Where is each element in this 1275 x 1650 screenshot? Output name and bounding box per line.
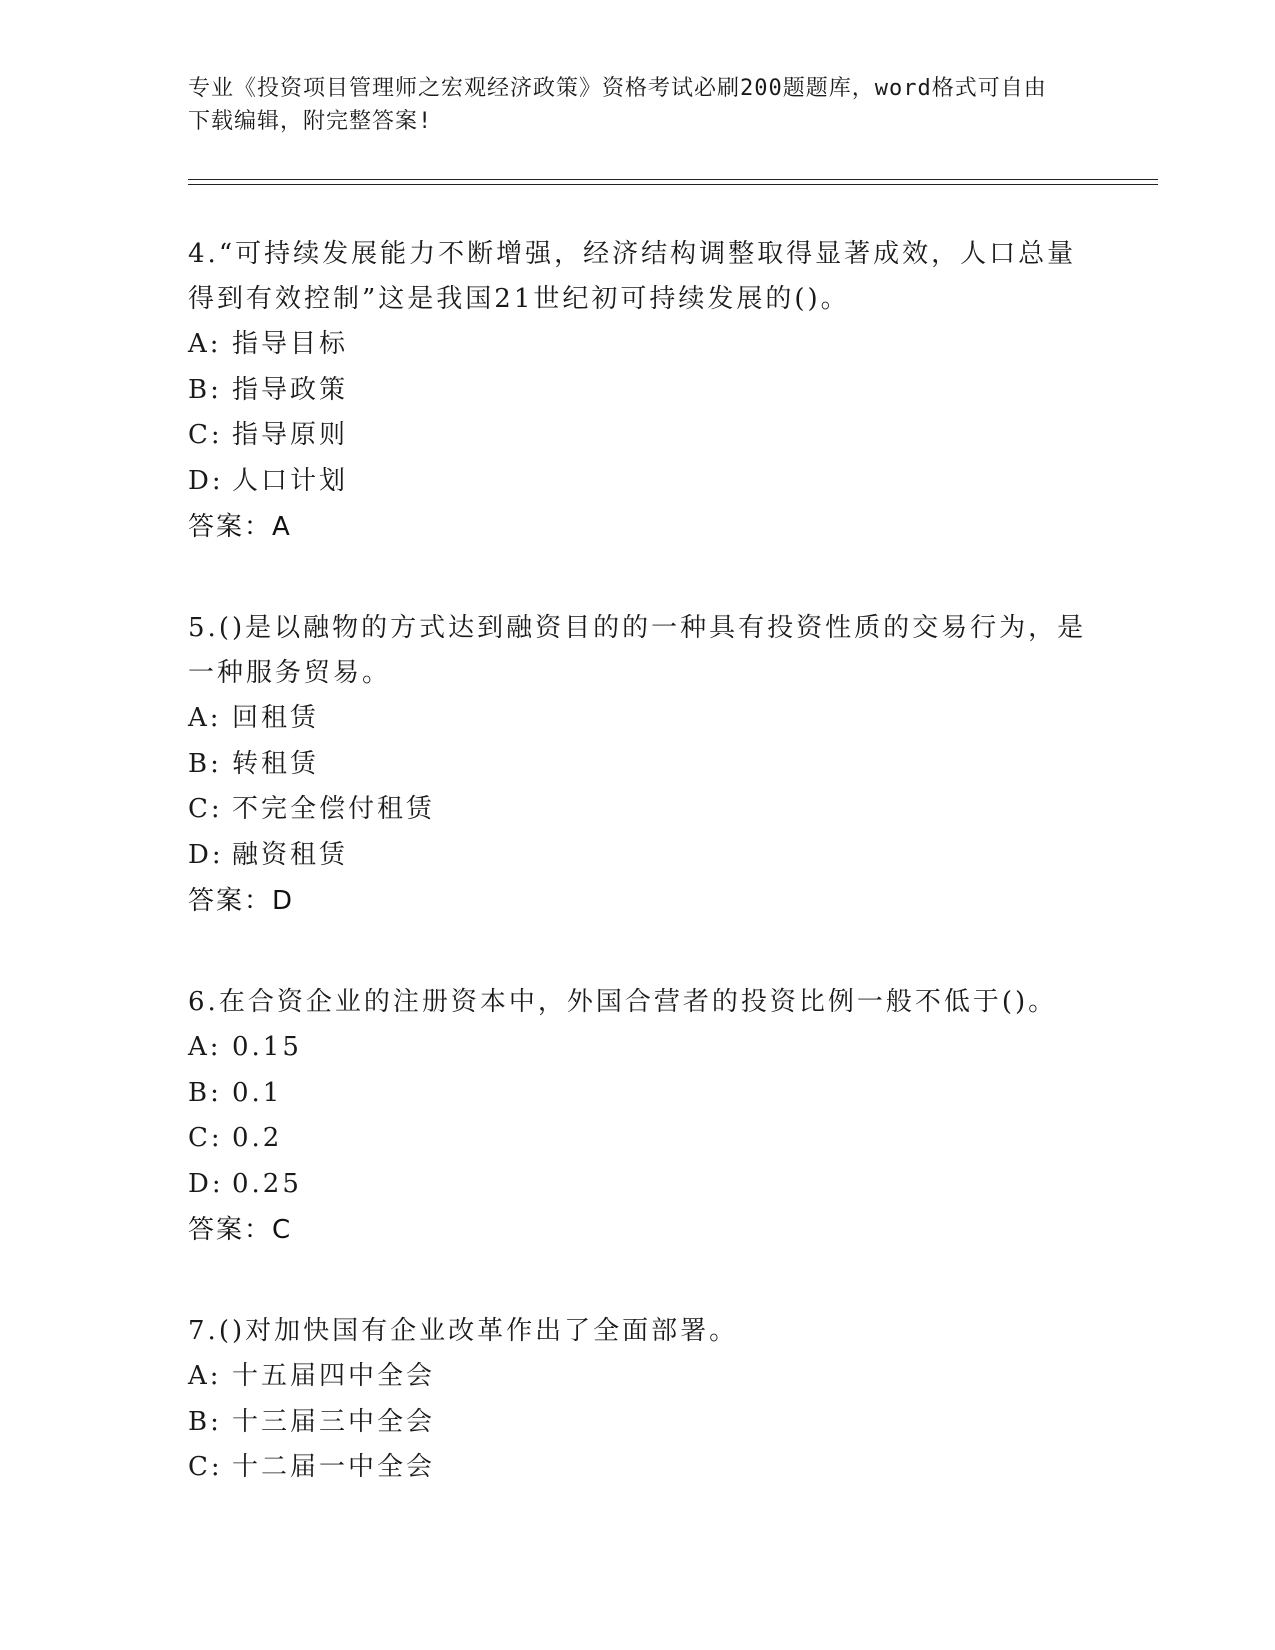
answer-line bbox=[188, 504, 1088, 550]
question-7 bbox=[188, 1309, 1088, 1491]
option-letter: A: bbox=[188, 1032, 222, 1062]
question-5 bbox=[188, 606, 1088, 924]
option-text: 十二届一中全会 bbox=[232, 1452, 436, 1482]
answer-value: C bbox=[272, 1215, 293, 1245]
option-letter: D: bbox=[188, 465, 224, 496]
option-b bbox=[188, 1071, 1088, 1117]
option-letter: A: bbox=[188, 703, 222, 733]
option-text: 十五届四中全会 bbox=[232, 1361, 436, 1391]
option-letter: B: bbox=[188, 1077, 222, 1108]
option-c bbox=[188, 413, 1088, 459]
option-letter: D: bbox=[188, 1168, 224, 1199]
answer-line bbox=[188, 878, 1088, 924]
question-number: 4. bbox=[188, 239, 219, 269]
option-text: 0.25 bbox=[232, 1168, 302, 1199]
option-letter: C: bbox=[188, 794, 223, 824]
question-text: 在合资企业的注册资本中，外国合营者的投资比例一般不低于()。 bbox=[218, 987, 1058, 1017]
option-a bbox=[188, 322, 1088, 368]
option-letter: D: bbox=[188, 839, 224, 870]
option-a bbox=[188, 1025, 1088, 1071]
option-letter: A: bbox=[188, 329, 222, 359]
option-d bbox=[188, 833, 1088, 879]
answer-value: A bbox=[272, 512, 292, 542]
question-text: ()对加快国有企业改革作出了全面部署。 bbox=[218, 1316, 739, 1346]
option-text: 0.1 bbox=[232, 1077, 283, 1108]
option-text: 不完全偿付租赁 bbox=[232, 794, 436, 824]
question-4 bbox=[188, 232, 1088, 550]
option-text: 指导目标 bbox=[232, 329, 349, 359]
header-divider bbox=[188, 179, 1158, 180]
option-letter: C: bbox=[188, 1452, 223, 1482]
option-c bbox=[188, 1116, 1088, 1162]
answer-value: D bbox=[272, 886, 295, 916]
option-a bbox=[188, 696, 1088, 742]
option-text: 回租赁 bbox=[232, 703, 320, 733]
option-letter: C: bbox=[188, 1123, 223, 1153]
option-text: 十三届三中全会 bbox=[232, 1406, 436, 1437]
question-stem bbox=[188, 1309, 1088, 1354]
option-text: 0.2 bbox=[232, 1123, 283, 1153]
option-text: 指导政策 bbox=[232, 374, 349, 405]
option-b bbox=[188, 742, 1088, 788]
question-stem bbox=[188, 232, 1088, 322]
option-b bbox=[188, 1400, 1088, 1446]
answer-label: 答案： bbox=[188, 1215, 273, 1245]
option-text: 融资租赁 bbox=[232, 839, 349, 870]
question-number: 7. bbox=[188, 1316, 219, 1346]
option-letter: C: bbox=[188, 420, 223, 450]
option-c bbox=[188, 1445, 1088, 1491]
option-text: 人口计划 bbox=[232, 465, 349, 496]
answer-label: 答案： bbox=[188, 512, 273, 542]
question-text: “可持续发展能力不断增强，经济结构调整取得显著成效，人口总量得到有效控制”这是我国21世纪初可持续发展的()。 bbox=[188, 239, 1077, 314]
option-text: 转租赁 bbox=[232, 748, 320, 779]
option-text: 指导原则 bbox=[232, 420, 349, 450]
question-number: 5. bbox=[188, 613, 219, 643]
option-text: 0.15 bbox=[232, 1032, 302, 1062]
document-header: 专业《投资项目管理师之宏观经济政策》资格考试必刷200题题库，word格式可自由下载编辑，附完整答案! bbox=[188, 76, 1047, 134]
option-a bbox=[188, 1354, 1088, 1400]
option-letter: B: bbox=[188, 1406, 222, 1437]
question-list bbox=[188, 232, 1088, 1547]
option-c bbox=[188, 787, 1088, 833]
question-stem bbox=[188, 980, 1088, 1025]
option-d bbox=[188, 1162, 1088, 1208]
answer-line bbox=[188, 1207, 1088, 1253]
question-number: 6. bbox=[188, 987, 219, 1017]
option-letter: B: bbox=[188, 748, 222, 779]
header-divider-second bbox=[188, 184, 1158, 185]
option-b bbox=[188, 368, 1088, 414]
question-stem bbox=[188, 606, 1088, 696]
question-6 bbox=[188, 980, 1088, 1253]
option-d bbox=[188, 459, 1088, 505]
option-letter: B: bbox=[188, 374, 222, 405]
question-text: ()是以融物的方式达到融资目的的一种具有投资性质的交易行为，是一种服务贸易。 bbox=[188, 613, 1087, 688]
option-letter: A: bbox=[188, 1361, 222, 1391]
answer-label: 答案： bbox=[188, 886, 273, 916]
